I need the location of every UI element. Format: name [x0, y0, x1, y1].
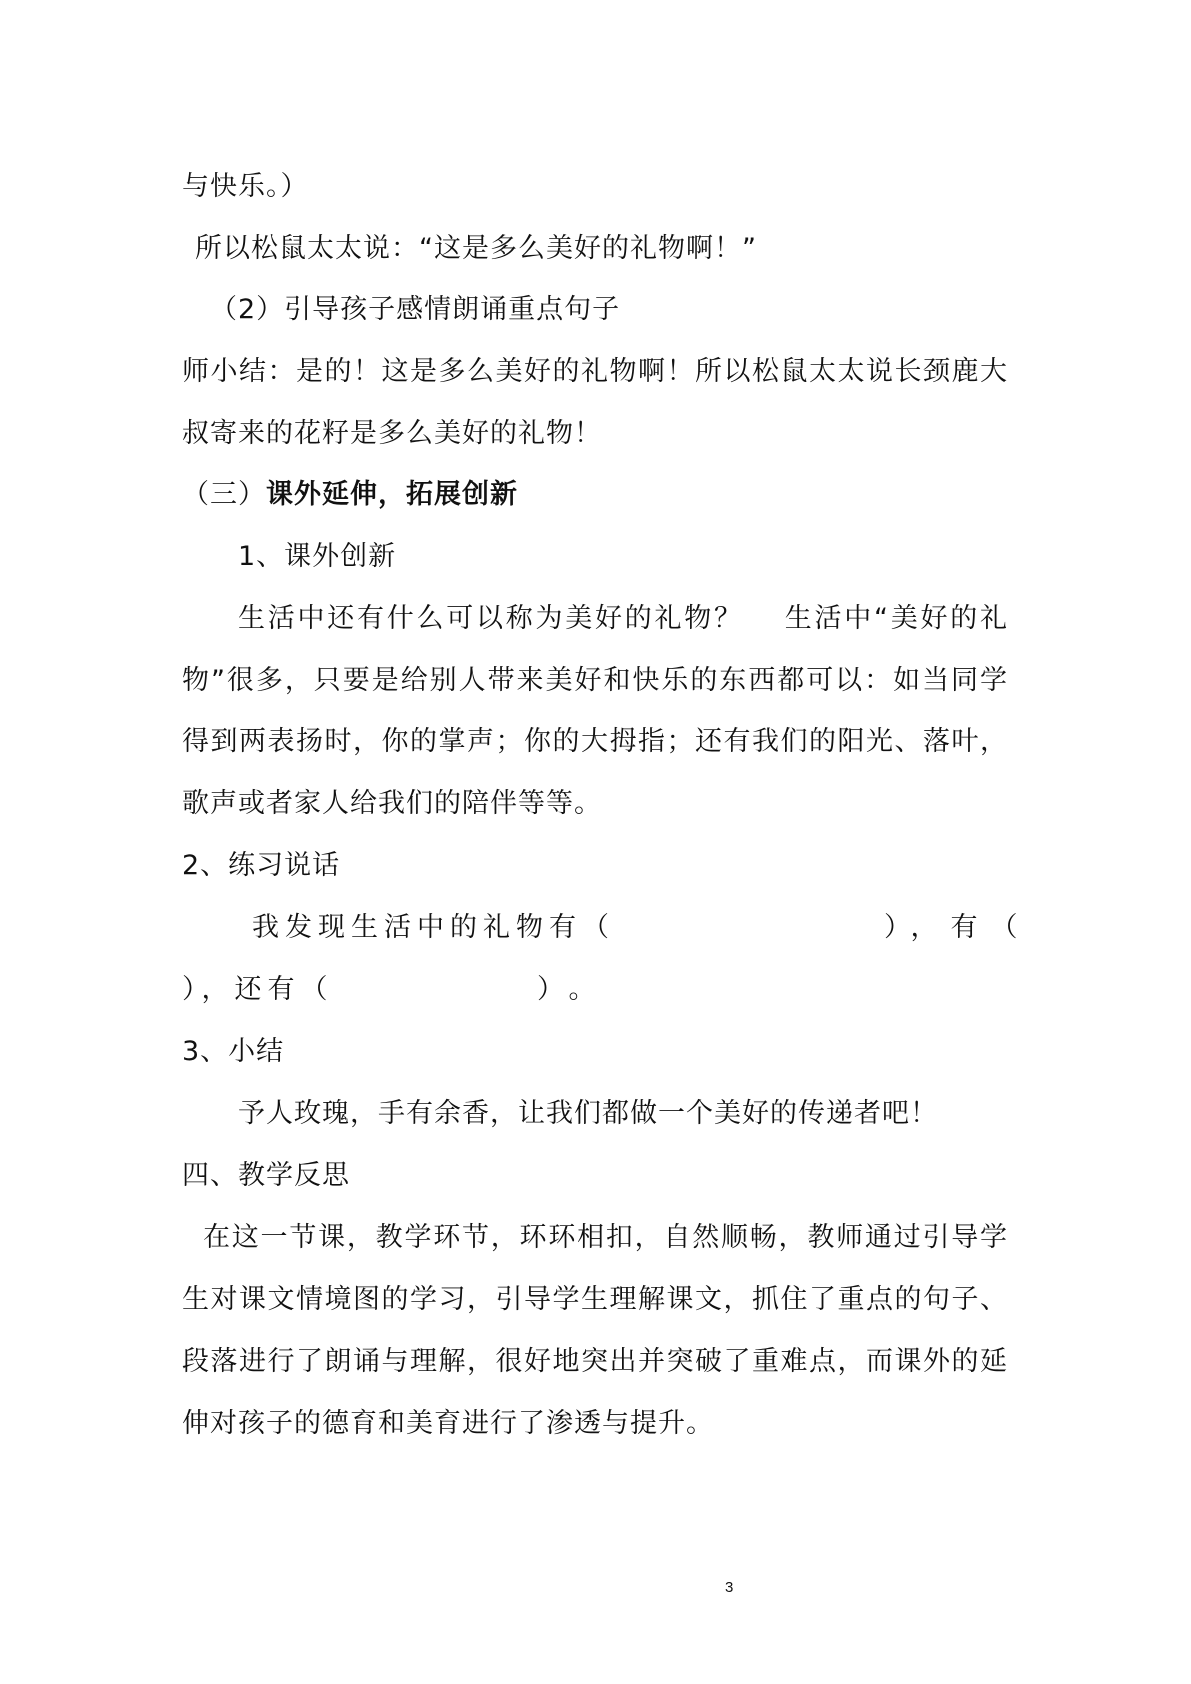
paragraph-line: 得到两表扬时，你的掌声；你的大拇指；还有我们的阳光、落叶， [182, 726, 1008, 757]
subsection-heading: 1、课外创新 [238, 541, 397, 572]
paragraph-line: 所以松鼠太太说：“这是多么美好的礼物啊！” [195, 233, 757, 264]
subsection-heading: 2、练习说话 [182, 850, 341, 881]
paragraph-line: 叔寄来的花籽是多么美好的礼物！ [182, 418, 602, 449]
paragraph-line: 物”很多，只要是给别人带来美好和快乐的东西都可以：如当同学 [182, 665, 1008, 696]
subsection-heading: 3、小结 [182, 1036, 285, 1067]
paragraph-line: 生活中还有什么可以称为美好的礼物？ 生活中“美好的礼 [238, 603, 1008, 634]
paragraph-line: 与快乐。） [182, 171, 309, 202]
fill-in-text: ），还有（ [182, 974, 334, 1005]
fill-in-text: ），有（ [884, 912, 1031, 943]
paragraph-line: 予人玫瑰，手有余香，让我们都做一个美好的传递者吧！ [238, 1098, 938, 1129]
fill-in-text: ）。 [537, 974, 614, 1005]
paragraph-line: 歌声或者家人给我们的陪伴等等。 [182, 788, 602, 819]
paragraph-line: 师小结：是的！这是多么美好的礼物啊！所以松鼠太太说长颈鹿大 [182, 356, 1008, 387]
fill-in-sentence [0, 972, 1191, 1008]
section-heading-number: （三） [182, 479, 266, 510]
section-subheading: （2）引导孩子感情朗诵重点句子 [210, 294, 621, 325]
section-heading-title: 课外延伸，拓展创新 [266, 479, 518, 510]
paragraph-line: 段落进行了朗诵与理解，很好地突出并突破了重难点，而课外的延 [182, 1346, 1008, 1377]
page-number: 3 [725, 1579, 734, 1596]
fill-in-sentence [0, 910, 1191, 946]
paragraph-line: 在这一节课，教学环节，环环相扣，自然顺畅，教师通过引导学 [203, 1222, 1008, 1253]
fill-in-text: 我发现生活中的礼物有（ [252, 912, 615, 943]
paragraph-line: 伸对孩子的德育和美育进行了渗透与提升。 [182, 1408, 714, 1439]
section-heading [182, 477, 518, 513]
section-heading: 四、教学反思 [182, 1160, 350, 1191]
paragraph-line: 生对课文情境图的学习，引导学生理解课文，抓住了重点的句子、 [182, 1284, 1008, 1315]
